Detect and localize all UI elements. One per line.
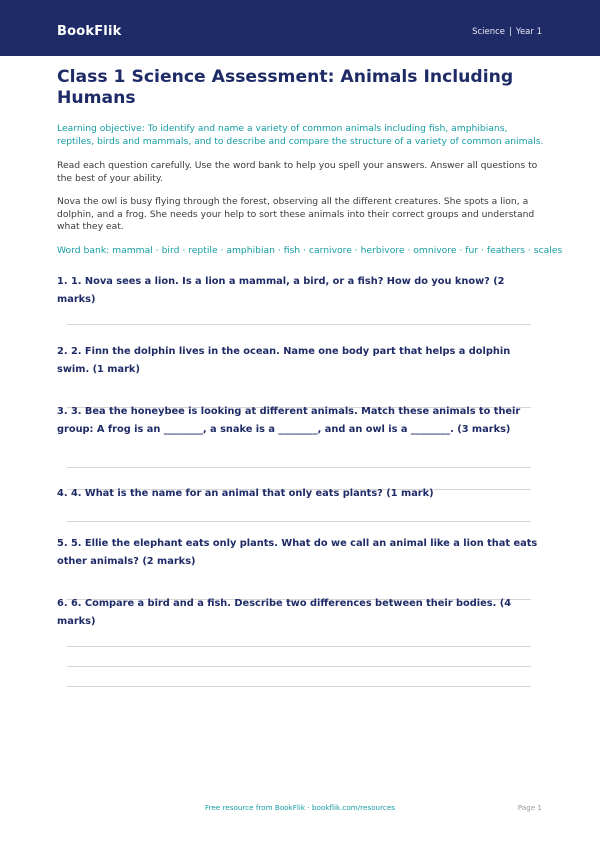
- page-title: Class 1 Science Assessment: Animals Including Humans: [57, 67, 514, 108]
- answer-line[interactable]: [67, 521, 531, 522]
- question-3: 3. 3. Bea the honeybee is looking at different animals. Match these animals to their group: A frog is an ________, a snake is a ________, and an owl is a ________. (3 marks): [57, 406, 521, 435]
- instructions-text: Read each question carefully. Use the word bank to help you spell your answers. Answer all questions to the best of your ability.: [57, 160, 538, 184]
- word-bank: Word bank: mammal · bird · reptile · amphibian · fish · carnivore · herbivore · omnivore · fur · feathers · scales: [57, 244, 563, 256]
- question-1: 1. 1. Nova sees a lion. Is a lion a mammal, a bird, or a fish? How do you know? (2 marks): [57, 276, 505, 305]
- question-6: 6. 6. Compare a bird and a fish. Describe two differences between their bodies. (4 marks): [57, 598, 512, 627]
- subject-label: [472, 27, 542, 37]
- answer-line[interactable]: [67, 467, 531, 468]
- answer-line[interactable]: [67, 666, 531, 667]
- brand-logo: BookFlik: [57, 24, 122, 39]
- footer-text: Free resource from BookFlik · bookflik.com/resources: [204, 803, 396, 812]
- question-2: 2. 2. Finn the dolphin lives in the ocean. Name one body part that helps a dolphin swim. (1 mark): [57, 346, 511, 375]
- answer-line[interactable]: [67, 686, 531, 687]
- learning-objective: Learning objective: To identify and name a variety of common animals including fish, amphibians, reptiles, birds and mammals, and to describe and compare the structure of a variety of common animals.: [57, 123, 544, 147]
- question-5: 5. 5. Ellie the elephant eats only plants. What do we call an animal like a lion that eats other animals? (2 marks): [57, 538, 538, 567]
- year-label: Year 1: [515, 27, 542, 37]
- subject-name: Science: [472, 27, 506, 37]
- answer-line[interactable]: [67, 646, 531, 647]
- question-4: 4. 4. What is the name for an animal that only eats plants? (1 mark): [57, 488, 434, 499]
- story-text: Nova the owl is busy flying through the forest, observing all the different creatures. She spots a lion, a dolphin, and a frog. She needs your help to sort these animals into their correct groups and understand what they eat.: [57, 196, 535, 232]
- subject-separator: |: [509, 27, 512, 37]
- page-header: [0, 0, 600, 56]
- page-number: Page 1: [517, 803, 542, 812]
- intro-section: [57, 67, 563, 257]
- answer-line[interactable]: [67, 324, 531, 325]
